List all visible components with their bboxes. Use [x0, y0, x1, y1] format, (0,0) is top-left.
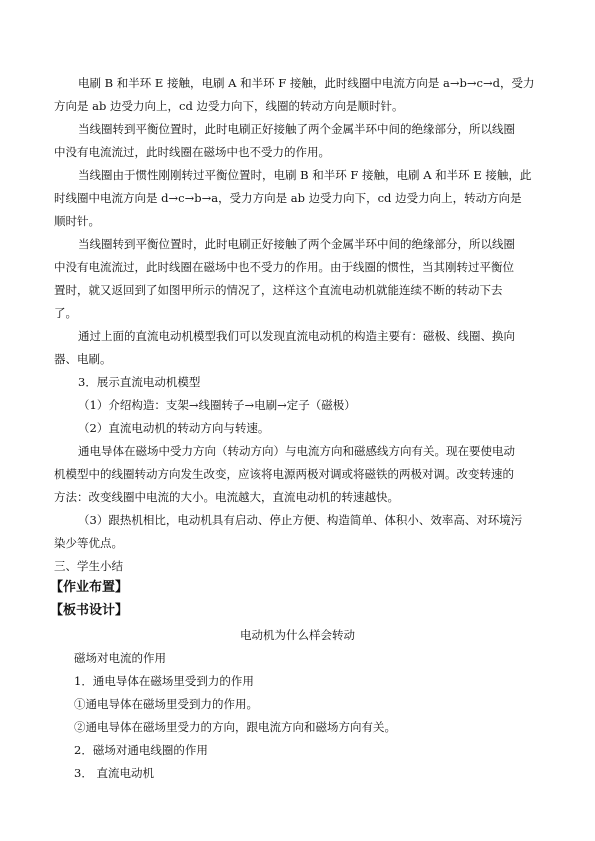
text-line: 中没有电流流过，此时线圈在磁场中也不受力的作用。由于线圈的惯性，当其刚转过平衡位: [54, 260, 514, 274]
text-line: （3）跟热机相比，电动机具有启动、停止方便、构造简单、体积小、效率高、对环境污: [78, 513, 523, 527]
text-line: 染少等优点。: [54, 536, 123, 550]
text-line: 通过上面的直流电动机模型我们可以发现直流电动机的构造主要有：磁极、线圈、换向: [78, 329, 515, 343]
text-line: 方法：改变线圈中电流的大小。电流越大，直流电动机的转速越快。: [54, 490, 399, 504]
text-line: 1．通电导体在磁场里受到力的作用: [74, 674, 254, 688]
text-line: （1）介绍构造：支架→线圈转子→电刷→定子（磁极）: [78, 398, 356, 412]
text-line: 器、电刷。: [54, 352, 112, 366]
homework-heading: 【作业布置】: [50, 580, 129, 595]
board-title: 电动机为什么样会转动: [240, 628, 355, 642]
text-line: 当线圈由于惯性刚刚转过平衡位置时，电刷 B 和半环 F 接触，电刷 A 和半环 E 接触，此: [78, 168, 532, 182]
text-line: 3． 直流电动机: [74, 766, 154, 780]
text-line: 了。: [54, 306, 77, 320]
text-line: 通电导体在磁场中受力方向（转动方向）与电流方向和磁感线方向有关。现在要使电动: [78, 444, 515, 458]
text-line: 磁场对电流的作用: [74, 651, 166, 665]
text-line: 当线圈转到平衡位置时，此时电刷正好接触了两个金属半环中间的绝缘部分，所以线圈: [78, 122, 515, 136]
text-line: （2）直流电动机的转动方向与转速。: [78, 421, 270, 435]
text-line: 时线圈中电流方向是 d→c→b→a，受力方向是 ab 边受力向下，cd 边受力向上，转动方向是: [54, 191, 522, 205]
text-line: 中没有电流流过，此时线圈在磁场中也不受力的作用。: [54, 145, 330, 159]
text-line: 机模型中的线圈转动方向发生改变，应该将电源两极对调或将磁铁的两极对调。改变转速的: [54, 467, 514, 481]
text-line: 电刷 B 和半环 E 接触，电刷 A 和半环 F 接触，此时线圈中电流方向是 a→b→c→d，受力: [78, 76, 535, 90]
text-line: 置时，就又返回到了如图甲所示的情况了，这样这个直流电动机就能连续不断的转动下去: [54, 283, 503, 297]
section-heading: 3．展示直流电动机模型: [78, 375, 201, 389]
text-line: ①通电导体在磁场里受到力的作用。: [74, 697, 258, 711]
board-design-heading: 【板书设计】: [50, 603, 129, 618]
section-heading: 三、学生小结: [54, 559, 123, 573]
text-line: 当线圈转到平衡位置时，此时电刷正好接触了两个金属半环中间的绝缘部分，所以线圈: [78, 237, 515, 251]
text-line: 方向是 ab 边受力向上，cd 边受力向下，线圈的转动方向是顺时针。: [54, 99, 404, 113]
text-line: ②通电导体在磁场里受力的方向，跟电流方向和磁场方向有关。: [74, 720, 396, 734]
text-line: 2．磁场对通电线圈的作用: [74, 743, 208, 757]
text-line: 顺时针。: [54, 214, 100, 228]
